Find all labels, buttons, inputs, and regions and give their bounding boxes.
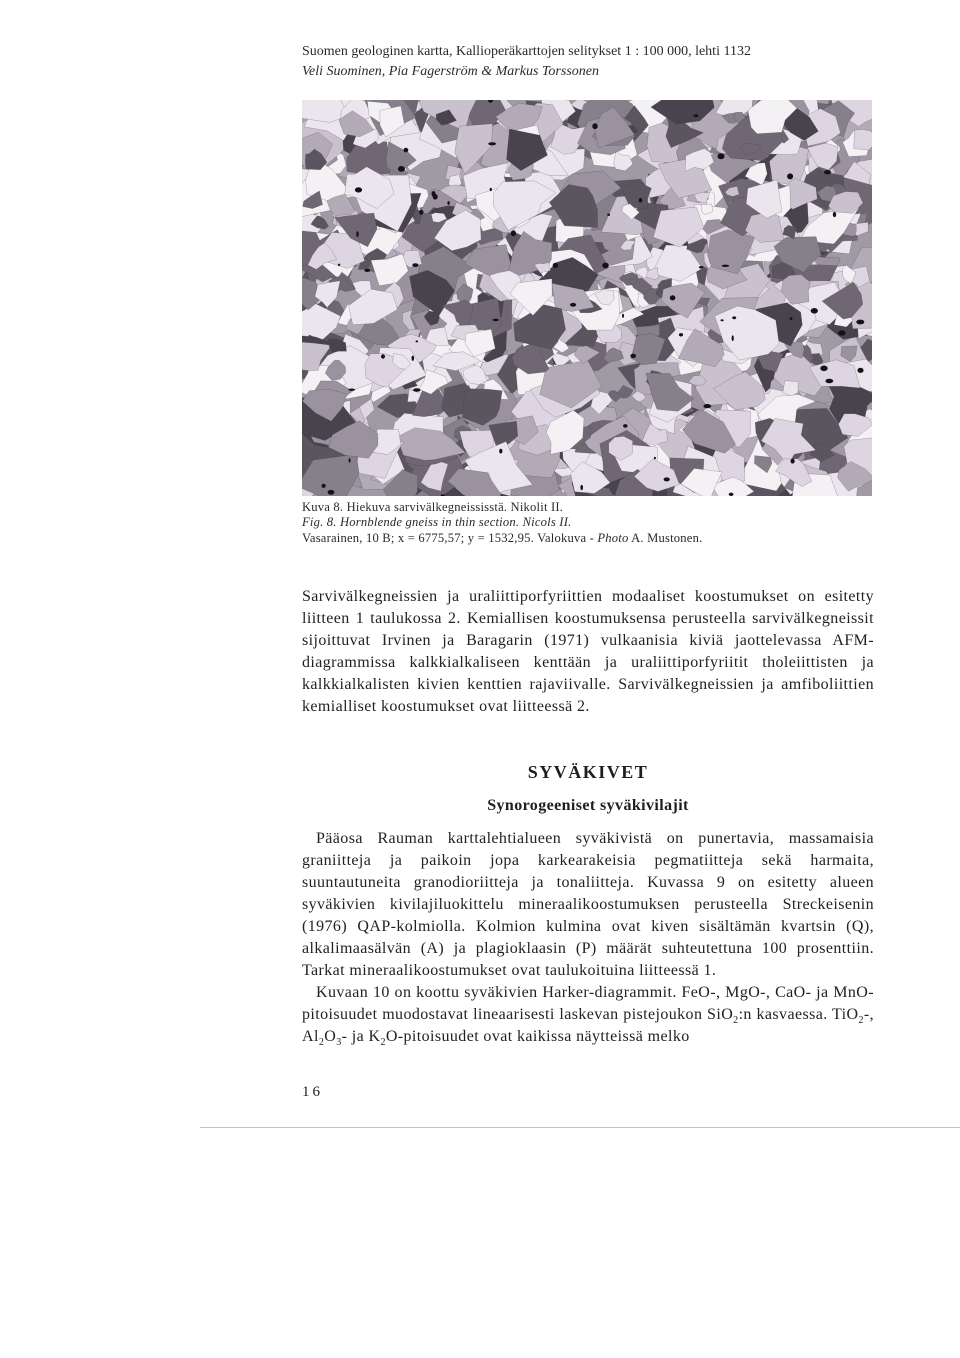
caption-photographer: A. Mustonen. xyxy=(628,530,703,545)
opaque-grain xyxy=(622,314,624,318)
opaque-grain xyxy=(499,449,502,454)
opaque-grain xyxy=(639,198,643,203)
opaque-grain xyxy=(824,170,831,174)
opaque-grain xyxy=(825,379,833,384)
opaque-grain xyxy=(630,354,636,358)
opaque-grain xyxy=(349,458,351,462)
opaque-grain xyxy=(833,212,836,217)
mineral-grain xyxy=(783,381,799,396)
subscript: 2 xyxy=(380,1037,386,1049)
subscript: 3 xyxy=(336,1037,342,1049)
opaque-grain xyxy=(412,356,415,361)
text-run: -, Al xyxy=(302,1006,874,1045)
caption-location-prefix: Vasarainen, 10 B; x = 6775,57; y = 1532,95. Valokuva - xyxy=(302,530,598,545)
opaque-grain xyxy=(722,265,730,267)
mineral-grain xyxy=(854,129,872,150)
section-heading: SYVÄKIVET xyxy=(527,762,649,782)
mineral-grain xyxy=(349,289,398,325)
subscript: 2 xyxy=(318,1037,325,1049)
opaque-grain xyxy=(703,404,711,408)
opaque-grain xyxy=(699,266,703,268)
text-run: :n kasvaessa. TiO xyxy=(738,1006,859,1023)
subsection-heading: Synorogeeniset syväkivilajit xyxy=(487,797,689,814)
opaque-grain xyxy=(856,320,864,325)
opaque-grain xyxy=(857,368,863,373)
subscript: 2 xyxy=(733,1015,739,1027)
caption-finnish: Kuva 8. Hiekuva sarvivälkegneississtä. Nikolit II. xyxy=(302,500,564,514)
series-title: Suomen geologinen kartta, Kallioperäkarttojen selitykset 1 : 100 000, lehti 1132 xyxy=(302,44,751,59)
running-header xyxy=(302,42,751,82)
opaque-grain xyxy=(811,308,818,314)
paragraph-harker xyxy=(302,982,874,1048)
opaque-grain xyxy=(432,191,436,196)
text-run: Kuvaan 10 on koottu syväkivien Harker-diagrammit. FeO-, MgO-, CaO- ja MnO-pitoisuudet muodostavat lineaarisesti laskevan pistejoukon SiO xyxy=(302,984,874,1023)
opaque-grain xyxy=(654,457,656,460)
opaque-grain xyxy=(732,335,734,341)
opaque-grain xyxy=(419,210,423,215)
opaque-grain xyxy=(787,173,793,179)
opaque-grain xyxy=(592,123,597,129)
opaque-grain xyxy=(570,303,576,307)
opaque-grain xyxy=(398,166,405,172)
opaque-grain xyxy=(729,493,734,496)
opaque-grain xyxy=(679,333,683,336)
opaque-grain xyxy=(412,263,418,267)
opaque-grain xyxy=(580,485,583,491)
opaque-grain xyxy=(416,340,419,342)
opaque-grain xyxy=(413,388,420,392)
opaque-grain xyxy=(355,187,362,192)
text-run: O xyxy=(324,1028,337,1045)
opaque-grain xyxy=(693,114,698,117)
opaque-grain xyxy=(718,153,725,159)
opaque-grain xyxy=(348,389,355,391)
body-paragraph-1 xyxy=(302,586,874,718)
text-run: - ja K xyxy=(341,1028,381,1045)
bottom-rule xyxy=(200,1127,960,1128)
body-paragraph-2 xyxy=(302,828,874,1048)
caption-location xyxy=(302,531,702,546)
opaque-grain xyxy=(490,188,492,191)
opaque-grain xyxy=(790,317,793,320)
authors-line: Veli Suominen, Pia Fagerström & Markus Torssonen xyxy=(302,64,599,79)
figure-caption xyxy=(302,500,702,546)
text-run: O-pitoisuudet ovat kaikissa näytteissä melko xyxy=(385,1028,690,1045)
opaque-grain xyxy=(364,269,370,272)
opaque-grain xyxy=(511,230,516,236)
opaque-grain xyxy=(607,214,610,216)
opaque-grain xyxy=(664,477,670,481)
thin-section-photo xyxy=(302,100,872,496)
opaque-grain xyxy=(820,366,827,372)
opaque-grain xyxy=(721,319,724,321)
opaque-grain xyxy=(338,264,340,266)
opaque-grain xyxy=(838,330,845,335)
paragraph-text: Pääosa Rauman karttalehtialueen syväkivistä on punertavia, massamaisia graniitteja ja paikoin jopa karkearakeisia pegmatiitteja sekä harmaita, suuntautuneita granodioriitteja ja tonaliitteja. Kuvassa 9 on esitetty alueen syväkivien kivilajiluokittelu mineraalikoostumuksen perusteella Streckeisenin (1976) QAP-kolmiolla. Kolmion kulmina ovat kiven sisältämän kvartsin (Q), alkalimaasälvän (A) ja plagioklaasin (P) määrät suhteutettuna 100 prosenttiin. Tarkat mineraalikoostumukset ovat taulukoituina liitteessä 1. xyxy=(302,830,874,979)
opaque-grain xyxy=(322,484,326,488)
opaque-grain xyxy=(791,459,795,464)
opaque-grain xyxy=(553,263,558,268)
opaque-grain xyxy=(447,201,449,205)
opaque-grain xyxy=(623,424,627,428)
opaque-grain xyxy=(381,354,385,358)
opaque-grain xyxy=(670,295,676,300)
opaque-grain xyxy=(488,142,496,145)
page-number: 16 xyxy=(302,1084,323,1100)
paragraph-text: Sarvivälkegneissien ja uraliittiporfyriittien modaaliset koostumukset on esitetty liitteen 1 taulukossa 2. Kemiallisen koostumuksensa perusteella sarvivälkegneissit sijoittuvat Irvinen ja Baragarin (1971) vulkaanisia kiviä jaottelevassa AFM-diagrammissa kalkkialkaliseen kenttään ja uraliittiporfyriitit tholeiittisten ja kalkkialkalisten kivien kenttien rajaviivalle. Sarvivälkegneissien ja amfiboliittien kemialliset koostumukset ovat liitteessä 2. xyxy=(302,588,874,715)
opaque-grain xyxy=(356,231,358,237)
opaque-grain xyxy=(602,263,608,269)
subscript: 2 xyxy=(858,1015,864,1027)
opaque-grain xyxy=(732,316,736,319)
caption-english: Fig. 8. Hornblende gneiss in thin section. Nicols II. xyxy=(302,515,572,530)
opaque-grain xyxy=(404,148,409,153)
opaque-grain xyxy=(328,490,335,495)
opaque-grain xyxy=(493,319,499,322)
caption-photo-word: Photo xyxy=(597,530,629,545)
